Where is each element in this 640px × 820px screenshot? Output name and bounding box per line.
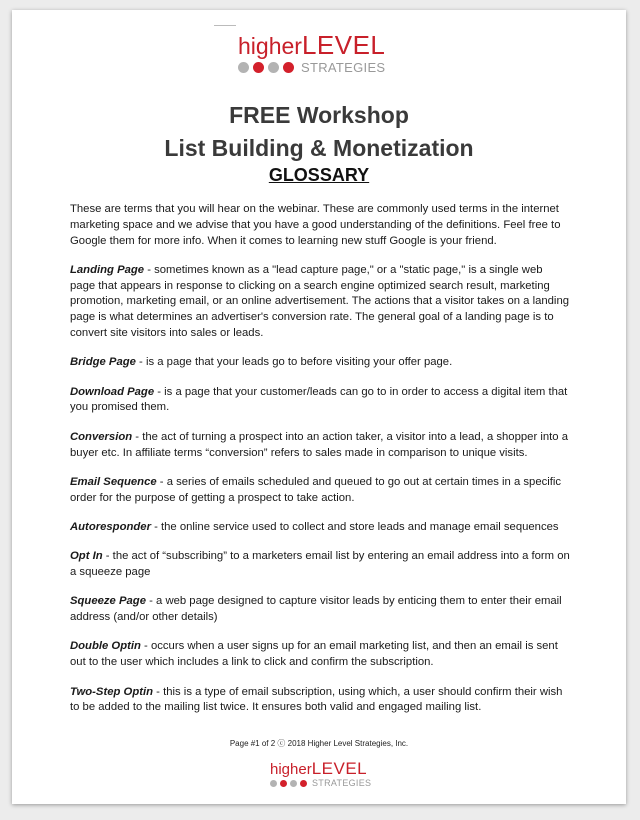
glossary-definition: - a series of emails scheduled and queued to go out at certain times in a specific order for the purpose of getting a prospect to take action. (70, 475, 562, 504)
logo-tagline: STRATEGIES (312, 778, 372, 788)
glossary-definition: - a web page designed to capture visitor leads by enticing them to enter their email address (and/or other details) (70, 595, 562, 624)
glossary-term: Bridge Page (70, 356, 136, 369)
logo-dot (290, 780, 297, 787)
glossary-entry (70, 594, 570, 626)
glossary-definition: - is a page that your leads go to before visiting your offer page. (135, 356, 453, 369)
page-title-line2: List Building & Monetization (164, 135, 474, 161)
document-page (12, 10, 626, 804)
glossary-entry (70, 639, 570, 671)
glossary-entry (70, 475, 570, 507)
glossary-entry (70, 520, 570, 536)
logo-dot (283, 62, 294, 73)
page-title: FREE Workshop (229, 102, 409, 128)
glossary-entry (70, 685, 570, 717)
logo-dot (268, 62, 279, 73)
top-rule (214, 25, 236, 26)
glossary-definition: - the act of turning a prospect into an action taker, a visitor into a lead, a shopper into a buyer etc. In affiliate terms “conversion” refers to sales made in comparison to unique visits. (70, 430, 568, 459)
glossary-term: Opt In (70, 550, 103, 563)
logo-wordmark: higherLEVEL (238, 30, 386, 60)
glossary-definition: - is a page that your customer/leads can go to in order to access a digital item that you promised them. (70, 385, 568, 414)
glossary-heading: GLOSSARY (268, 165, 370, 185)
glossary-body (70, 202, 570, 730)
logo-dot (270, 780, 277, 787)
logo-tagline: STRATEGIES (301, 60, 386, 75)
logo-dots-row (270, 778, 371, 788)
glossary-term: Email Sequence (70, 475, 157, 488)
intro-paragraph: These are terms that you will hear on the webinar. These are commonly used terms in the internet marketing space and we advise that you have a good understanding of the definitions. Feel free to Google them for more info. When it comes to learning new stuff Google is your friend. (70, 203, 561, 247)
glossary-term: Download Page (70, 385, 155, 398)
page-footer: Page #1 of 2 ⓒ 2018 Higher Level Strategies, Inc. (229, 739, 409, 748)
glossary-entry (70, 549, 570, 581)
logo-dot (300, 780, 307, 787)
glossary-entry (70, 385, 570, 417)
logo-dot (280, 780, 287, 787)
glossary-term: Landing Page (70, 263, 145, 276)
glossary-definition: - the act of “subscribing” to a marketers email list by entering an email address into a form on a squeeze page (70, 550, 570, 579)
glossary-term: Autoresponder (70, 520, 151, 533)
glossary-definition: - the online service used to collect and store leads and manage email sequences (150, 520, 559, 533)
logo-dot (238, 62, 249, 73)
glossary-term: Squeeze Page (70, 595, 146, 608)
glossary-term: Conversion (70, 430, 133, 443)
glossary-definition: - occurs when a user signs up for an email marketing list, and then an email is sent out to the user which includes a link to click and confirm the subscription. (70, 640, 558, 669)
glossary-entry (70, 355, 570, 371)
glossary-definition: - this is a type of email subscription, using which, a user should confirm their wish to be added to the mailing list twice. It ensures both valid and engaged mailing list. (70, 685, 563, 714)
logo-wordmark: higherLEVEL (270, 759, 368, 778)
glossary-entry (70, 430, 570, 462)
logo-dots-row (238, 60, 385, 75)
glossary-term: Two-Step Optin (70, 685, 154, 698)
glossary-list (70, 263, 570, 716)
logo-dot (253, 62, 264, 73)
glossary-term: Double Optin (70, 640, 141, 653)
footer-logo (270, 760, 371, 788)
glossary-definition: - sometimes known as a "lead capture page," or a "static page," is a single web page that appears in response to clicking on a search engine optimized search result, marketing promotion, marketing email, or an online advertisement. The actions that a visitor takes on a landing page is what determines an advertiser's conversion rate. The general goal of a landing page is to convert site visitors into sales or leads. (70, 263, 570, 340)
header-logo (238, 32, 385, 75)
glossary-entry (70, 263, 570, 342)
